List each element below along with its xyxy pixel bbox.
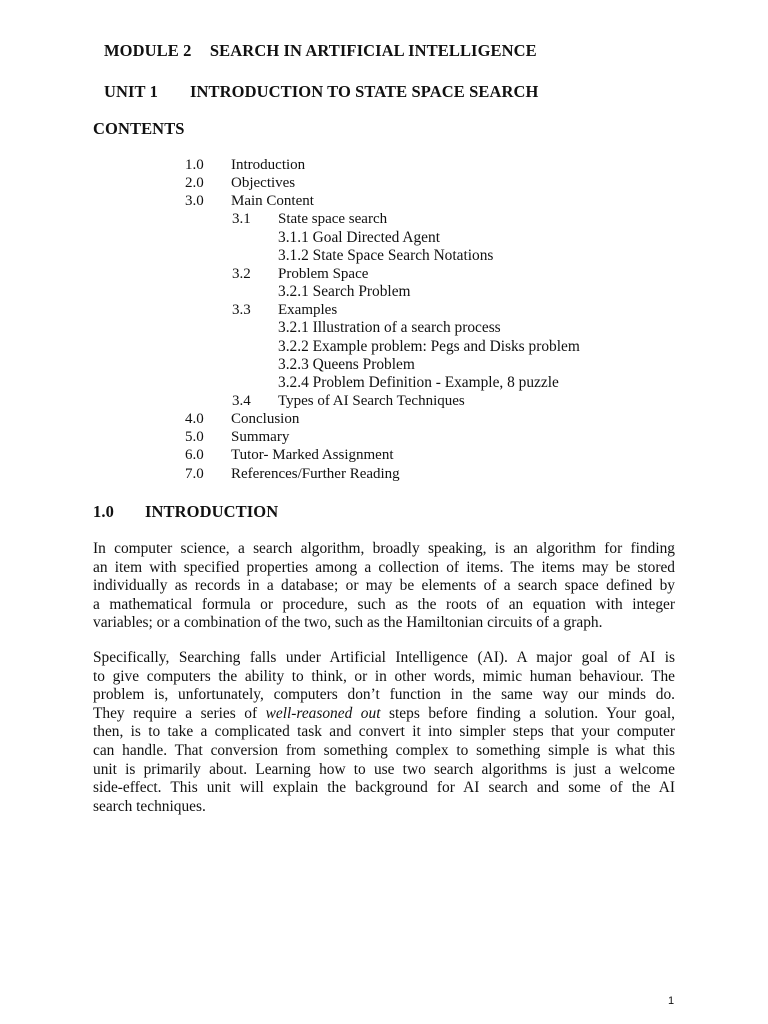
unit-heading bbox=[104, 82, 539, 102]
page-number: 1 bbox=[668, 995, 675, 1007]
toc-entry-text: Main Content bbox=[231, 193, 314, 210]
toc-entry-number: 7.0 bbox=[185, 465, 204, 482]
paragraph-line: can handle. That conversion from something complex to something simple is what this bbox=[93, 741, 675, 759]
toc-entry-text: 3.1.1 Goal Directed Agent bbox=[278, 228, 440, 246]
toc-entry-number: 2.0 bbox=[185, 175, 204, 192]
paragraph-line: search techniques. bbox=[93, 797, 206, 815]
module-title: SEARCH IN ARTIFICIAL INTELLIGENCE bbox=[209, 41, 537, 60]
toc-entry-text: 3.2.1 Search Problem bbox=[278, 283, 411, 301]
toc-entry-number: 3.2 bbox=[232, 265, 251, 282]
section-heading bbox=[93, 502, 279, 522]
paragraph-line bbox=[93, 705, 675, 724]
toc-entry-number: 3.1 bbox=[232, 211, 251, 228]
paragraph-line: problem is, unfortunately, computers don’t function in the same way our minds do. bbox=[93, 686, 675, 704]
paragraph-line: then, is to take a complicated task and convert it into simpler steps that your computer bbox=[93, 723, 675, 741]
toc-entry-text: Summary bbox=[231, 429, 290, 446]
paragraph-line: individually as records in a database; or may be elements of a search space defined by bbox=[93, 577, 675, 595]
toc-entry-text: References/Further Reading bbox=[231, 465, 400, 482]
toc-entry-number: 3.0 bbox=[185, 193, 204, 210]
toc-entry-text: 3.2.1 Illustration of a search process bbox=[278, 319, 501, 337]
contents-heading: CONTENTS bbox=[93, 119, 185, 138]
toc-entry-text: Conclusion bbox=[231, 411, 300, 428]
toc-entry-text: Tutor- Marked Assignment bbox=[231, 447, 394, 464]
toc-entry-text: 3.2.4 Problem Definition - Example, 8 puzzle bbox=[278, 373, 559, 391]
toc-entry-text: 3.1.2 State Space Search Notations bbox=[278, 246, 494, 264]
toc-entry-text: 3.2.3 Queens Problem bbox=[278, 355, 415, 373]
emphasis-text: well-reasoned out bbox=[265, 704, 381, 722]
line-text: steps before finding a solution. Your goal, bbox=[380, 704, 675, 722]
paragraph-line: a mathematical formula or procedure, such as the roots of an equation with integer bbox=[93, 595, 675, 613]
section-number: 1.0 bbox=[93, 502, 114, 521]
toc-entry-text: Types of AI Search Techniques bbox=[278, 392, 465, 409]
paragraph-line: In computer science, a search algorithm, broadly speaking, is an algorithm for finding bbox=[93, 540, 675, 557]
paragraph-line: to give computers the ability to think, or in other words, mimic human behaviour. The bbox=[93, 667, 675, 685]
unit-number: UNIT 1 bbox=[104, 82, 158, 101]
paragraph-line: side-effect. This unit will explain the background for AI search and some of the AI bbox=[93, 779, 675, 797]
toc-entry-text: State space search bbox=[278, 211, 388, 228]
toc-entry-text: Problem Space bbox=[278, 265, 369, 282]
toc-entry-number: 1.0 bbox=[185, 157, 204, 173]
toc-entry-number: 3.4 bbox=[232, 392, 251, 409]
section-title: INTRODUCTION bbox=[145, 502, 279, 521]
toc-entry-text: Introduction bbox=[231, 157, 306, 173]
toc-entry-text: 3.2.2 Example problem: Pegs and Disks problem bbox=[278, 337, 580, 355]
paragraph-line: variables; or a combination of the two, such as the Hamiltonian circuits of a graph. bbox=[93, 614, 603, 632]
intro-paragraph-1 bbox=[93, 540, 675, 633]
paragraph-line: unit is primarily about. Learning how to use two search algorithms is just a welcome bbox=[93, 760, 675, 778]
unit-title: INTRODUCTION TO STATE SPACE SEARCH bbox=[190, 82, 539, 101]
toc-entry-number: 3.3 bbox=[232, 302, 251, 319]
module-heading bbox=[104, 41, 537, 61]
paragraph-line: an item with specified properties among a collection of items. The items may be stored bbox=[93, 558, 675, 576]
module-number: MODULE 2 bbox=[104, 41, 192, 60]
paragraph-line: Specifically, Searching falls under Artificial Intelligence (AI). A major goal of AI is bbox=[93, 649, 675, 666]
toc-entry-number: 5.0 bbox=[185, 429, 204, 446]
toc-entry-number: 4.0 bbox=[185, 411, 204, 428]
toc-entry-text: Objectives bbox=[231, 175, 296, 192]
toc-entry-text: Examples bbox=[278, 302, 338, 319]
toc-entry-number: 6.0 bbox=[185, 447, 204, 464]
line-text: They require a series of bbox=[93, 704, 266, 722]
intro-paragraph-2 bbox=[93, 649, 675, 816]
